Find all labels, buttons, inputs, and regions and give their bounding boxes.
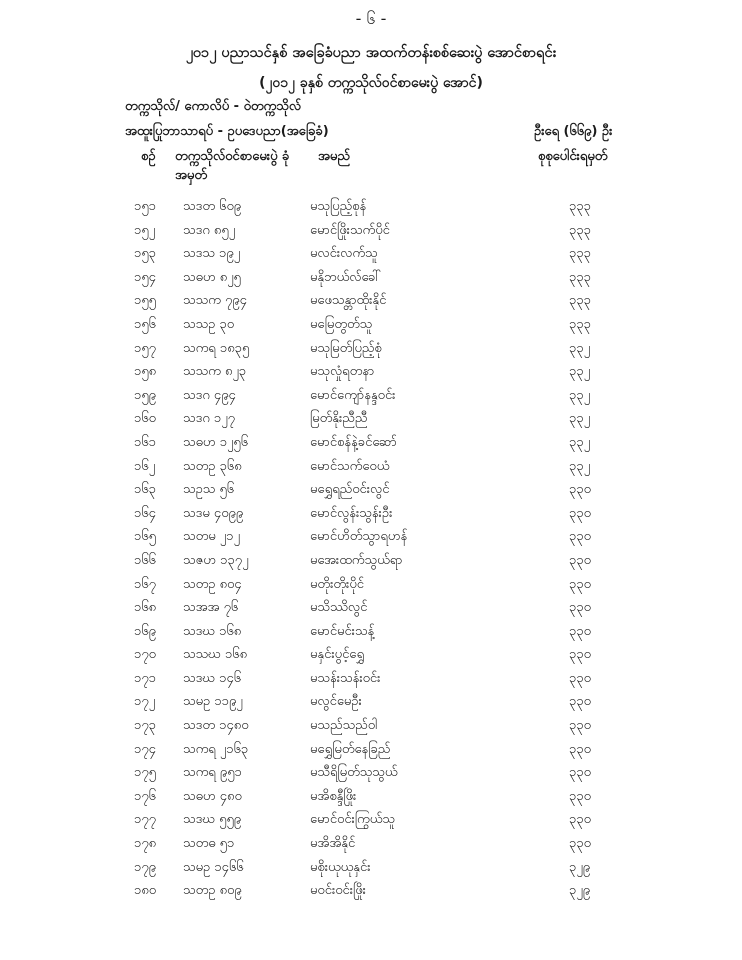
candidate-id: သသဃ ၁၆၈ [183,647,248,663]
candidate-name: မတိုးတိုးပိုင် [310,576,364,592]
candidate-name: မောင်မင်းသန့် [310,623,375,639]
table-row [0,835,742,859]
candidate-id: သဒဃ ၅၅၉ [183,812,242,828]
row-number: ၁၈၀ [134,883,157,899]
row-number: ၁၅၉ [134,387,156,403]
row-number: ၁၅၈ [134,364,157,380]
candidate-id: သမဥ ၁၁၉၂ [183,694,243,710]
total-score: ၃၃၃ [569,269,591,285]
table-row [0,528,742,552]
candidate-id: သဒဂ ၄၉၄ [183,387,236,403]
row-number: ၁၆၉ [134,623,156,639]
table-row [0,198,742,222]
candidate-name: မစိုးယုယုနှင်း [310,859,371,875]
candidate-id: သဒဂ ၈၅၂ [183,222,236,238]
table-row [0,693,742,717]
table-row [0,670,742,694]
column-header-name: အမည် [318,149,350,164]
total-score: ၃၃၀ [569,836,591,852]
table-row [0,481,742,505]
candidate-name: မဖေသန္တာထိုးနိုင် [310,293,387,309]
table-row [0,410,742,434]
total-score: ၃၃၀ [569,741,591,757]
candidate-id: သသက ၈၂၃ [183,364,247,380]
total-score: ၃၃၀ [569,765,591,781]
table-row [0,882,742,906]
table-row [0,316,742,340]
row-number: ၁၆၄ [134,505,156,521]
table-row [0,292,742,316]
table-row [0,576,742,600]
university-line: တက္ကသိုလ်/ ကောလိပ် - ဝဲတက္ကသိုလ် [125,99,302,114]
candidate-name: မအိစန္ဒီဖြိုး [310,788,357,804]
total-score: ၃၃၀ [569,505,591,521]
candidate-id: သတဥ ၈၀၉ [183,883,242,899]
row-number: ၁၇၀ [134,647,156,663]
candidate-name: မအိအိနိုင် [310,836,356,852]
table-row [0,623,742,647]
candidate-id: သသက ၇၉၄ [183,293,247,309]
candidate-id: သကရ ၁၈၃၅ [183,340,250,356]
candidate-id: သဒဃ ၁၆၈ [183,623,242,639]
total-score: ၃၂၉ [569,883,591,899]
candidate-name: မသုလှုံရတနာ [310,364,375,380]
candidate-id: သဒဃ ၁၄၆ [183,670,242,686]
table-row [0,340,742,364]
row-number: ၁၇၁ [134,670,156,686]
table-row [0,387,742,411]
row-number: ၁၇၄ [134,741,156,757]
row-number: ၁၇၈ [134,836,157,852]
candidate-name: မလင်းလက်သူ [310,246,378,262]
table-row [0,363,742,387]
total-score: ၃၃၀ [569,694,591,710]
total-score: ၃၃၀ [569,718,591,734]
table-row [0,788,742,812]
row-number: ၁၅၆ [134,316,156,332]
row-number: ၁၇၅ [134,765,156,781]
total-score: ၃၃၀ [569,600,591,616]
table-row [0,646,742,670]
candidate-id: သတမ ၂၁၂ [183,529,240,545]
candidate-name: မရွှေရည်ဝင်းလွင် [310,482,390,498]
row-number: ၁၅၂ [134,222,156,238]
row-number: ၁၅၃ [134,246,156,262]
row-number: ၁၆၁ [134,434,156,450]
candidate-name: မသည်သည်ဝါ [310,718,378,734]
row-number: ၁၅၇ [134,340,156,356]
table-row [0,222,742,246]
total-score: ၃၃၂ [569,458,591,474]
school-line: အထူးပြုဘာသာရပ် - ဥပဒေပညာ(အခြေခံ) [125,124,329,139]
total-score: ၃၃၃ [569,246,591,262]
row-number: ၁၆၇ [134,576,156,592]
candidate-name: မောင်ကျော်နန္ဒဝင်း [310,387,396,403]
table-row [0,811,742,835]
candidate-id: သဓဟ ၁၂၅၆ [183,434,249,450]
total-score: ၃၃၀ [569,788,591,804]
candidate-id: သဇဟ ၁၃၇၂ [183,552,249,568]
row-number: ၁၅၄ [134,269,156,285]
table-row [0,434,742,458]
candidate-name: မောင်ဟိတ်သွာရဟန် [310,529,408,545]
row-number: ၁၆၂ [134,458,156,474]
row-number: ၁၆၆ [134,552,156,568]
row-number: ၁၇၆ [134,788,156,804]
row-number: ၁၆၀ [134,411,156,427]
candidate-name: မမြေတွတ်သူ [310,316,373,332]
candidate-name: မဝင်းဝင်းဖြိုး [310,883,366,899]
column-header-id: တက္ကသိုလ်ဝင်စာမေးပွဲ ခုံအမှတ် [175,149,290,183]
candidate-id: သမဥ ၁၄၆၆ [183,859,244,875]
total-score: ၃၃၃ [569,316,591,332]
candidate-name: မောင်စန်နဲ့ခင်ဆော် [310,434,397,450]
row-number: ၁၇၂ [134,694,156,710]
candidate-id: သဒတ ၁၄၈၀ [183,718,249,734]
total-score: ၃၃၃ [569,222,591,238]
row-number: ၁၆၃ [134,482,156,498]
row-number: ၁၇၃ [134,718,156,734]
total-score: ၃၃၀ [569,812,591,828]
document-title: ၂၀၁၂ ပညာသင်နှစ် အခြေခံပညာ အထက်တန်းစစ်ဆေးပွဲ အောင်စာရင်း [185,45,557,61]
candidate-id: သတဥ ၃၆၈ [183,458,242,474]
table-row [0,764,742,788]
candidate-name: မနိုဘယ်လ်ခေါ် [310,269,382,285]
candidate-name: မနှင်းပွင့်ရွှေ [310,647,365,663]
candidate-name: မသုပြည့်စုန် [310,199,367,214]
candidate-id: သသဥ ၃၀ [183,316,235,332]
column-header-score: စုစုပေါင်းရမှတ် [538,149,608,164]
results-table [0,198,742,906]
candidate-name: မြတ်နိုးညီညီ [310,411,368,427]
total-score: ၃၃၃ [569,199,591,214]
total-score: ၃၂၉ [569,859,591,875]
candidate-id: သဒတ ၆၀၉ [183,199,242,214]
total-score: ၃၃၃ [569,293,591,309]
candidate-name: မလွင်မေဦး [310,694,362,710]
table-row [0,245,742,269]
candidate-id: သကရ ၂၁၆၃ [183,741,249,757]
candidate-id: သဒမ ၄၀၉၉ [183,505,244,521]
row-number: ၁၆၅ [134,529,156,545]
table-row [0,505,742,529]
row-number: ၁၇၉ [134,859,156,875]
total-score: ၃၃၀ [569,670,591,686]
total-score: ၃၃၂ [569,340,591,356]
total-score: ၃၃၀ [569,623,591,639]
candidate-name: မောင်ဖြိုးသက်ပိုင် [310,222,390,238]
candidate-name: မရွှေမြတ်နေခြည် [310,741,391,757]
column-header-no: စဉ် [141,149,156,164]
candidate-id: သကရ ၉၅၁ [183,765,242,781]
table-row [0,269,742,293]
table-row [0,599,742,623]
candidate-name: မသန်းသန်းဝင်း [310,670,381,686]
table-row [0,717,742,741]
candidate-name: မအေးထက်သွယ်ရာ [310,552,403,568]
total-score: ၃၃၂ [569,434,591,450]
row-number: ၁၅၁ [134,199,156,214]
candidate-name: မောင်လွန်းသွန်းဦး [310,505,393,521]
row-number: ၁၆၈ [134,600,157,616]
total-score: ၃၃၂ [569,364,591,380]
total-score: ၃၃၀ [569,647,591,663]
candidate-id: သဒဂ ၁၂၇ [183,411,235,427]
table-row [0,741,742,765]
document-subtitle: (၂၀၁၂ ခုနှစ် တက္ကသိုလ်ဝင်စာမေးပွဲ အောင်) [259,75,483,91]
table-row [0,552,742,576]
candidate-id: သဓဟ ၄၈၀ [183,788,242,804]
candidate-id: သဒသ ၁၉၂ [183,246,241,262]
total-score: ၃၃၀ [569,552,591,568]
candidate-id: သတဓ ၅၁ [183,836,235,852]
row-number: ၁၅၅ [134,293,156,309]
total-score: ၃၃၀ [569,529,591,545]
row-number: ၁၇၇ [134,812,156,828]
candidate-name: မသုမြတ်ပြည့်စုံ [310,340,382,356]
candidate-id: သအအ ၇၆ [183,600,239,616]
total-score: ၃၃၂ [569,387,591,403]
table-row [0,458,742,482]
total-score: ၃၃၀ [569,482,591,498]
candidate-name: မသိဿိလွင် [310,600,368,616]
candidate-name: မောင်ဝင်းကြွယ်သူ [310,812,395,828]
table-row [0,859,742,883]
candidate-name: မောင်သက်ဝေယံ [310,458,390,474]
candidate-id: သတဥ ၈၀၄ [183,576,242,592]
score-count-label: ဦးရေ (၆၆၉) ဦး [534,124,613,139]
candidate-id: သဓဟ ၈၂၅ [183,269,241,285]
candidate-id: သဥသ ၅၆ [183,482,235,498]
candidate-name: မသီရိမြတ်သုသွယ် [310,765,398,781]
total-score: ၃၃၀ [569,576,591,592]
total-score: ၃၃၂ [569,411,591,427]
page-number: - ၆ - [355,9,387,28]
